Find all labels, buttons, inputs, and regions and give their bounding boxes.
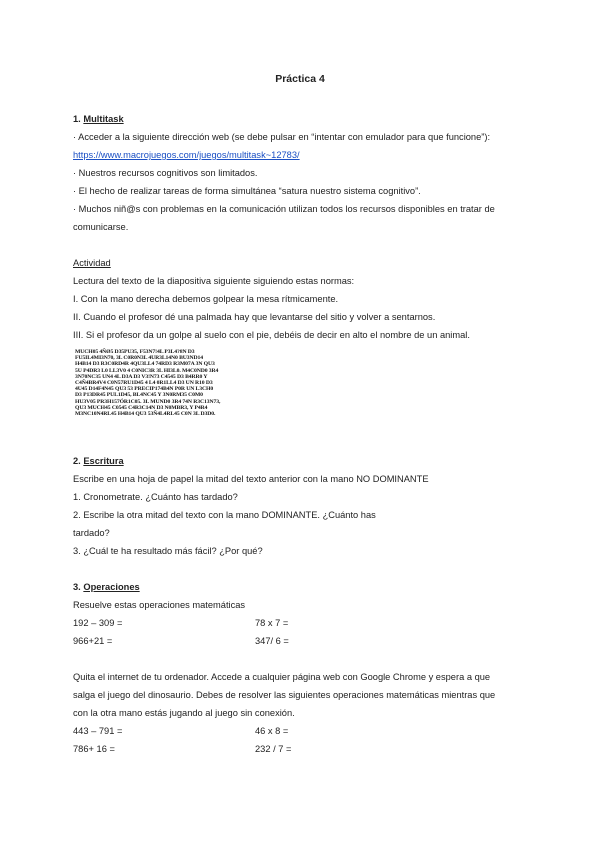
- text-line: II. Cuando el profesor dé una palmada hay que levantarse del sitio y volver a sentarnos.: [73, 312, 436, 322]
- text-line: con la otra mano estás jugando al juego sin conexión.: [73, 708, 295, 718]
- section-title: Multitask: [83, 114, 124, 124]
- cipher-text-block: [75, 349, 220, 417]
- cipher-line: QU3 MUCH45 C0545 C4R3C14N D3 N0MBR3, Y P4R4: [75, 404, 208, 411]
- operation: 46 x 8 =: [255, 726, 289, 736]
- cipher-line: MUCH05 4ÑØ5 D35PU35, F53N7!4L P3L4?8N D3: [75, 349, 195, 355]
- multitask-game-link[interactable]: https://www.macrojuegos.com/juegos/multitask~12783/: [73, 150, 300, 160]
- section-number: 1.: [73, 114, 84, 124]
- operation: 966+21 =: [73, 636, 113, 646]
- cipher-line: 3N70NC35 UN4 4L D3A D3 V3!N73 C4545 D3 B4RR0 Y: [75, 373, 208, 380]
- section-operaciones-heading: [73, 581, 140, 593]
- section-title: Operaciones: [83, 582, 140, 592]
- section-number: 2.: [73, 456, 84, 466]
- operation: 232 / 7 =: [255, 744, 292, 754]
- text-line: · Muchos niñ@s con problemas en la comunicación utilizan todos los recursos disponibles en tratar de: [73, 204, 495, 214]
- cipher-line: C4Ñ4BR4V4 C0N57RU1D45 4 L4 0R1LL4 D3 UN R10 D3: [75, 379, 213, 386]
- text-line: III. Si el profesor da un golpe al suelo con el pie, debéis de decir en alto el nombre de un animal.: [73, 330, 470, 340]
- section-multitask-heading: [73, 113, 124, 125]
- text-line: I. Con la mano derecha debemos golpear la mesa rítmicamente.: [73, 294, 339, 304]
- text-line: · El hecho de realizar tareas de forma simultánea “satura nuestro sistema cognitivo”.: [73, 186, 421, 196]
- operation: 443 – 791 =: [73, 726, 123, 736]
- operation: 78 x 7 =: [255, 618, 289, 628]
- cipher-line: HU3V05 PR3H157ÓR1C05. 3L MUND0 3R4 74N R3C13N73,: [75, 398, 221, 405]
- actividad-heading: Actividad: [73, 258, 111, 268]
- text-line: · Acceder a la siguiente dirección web (se debe pulsar en “intentar con emulador para que funcione”):: [73, 132, 491, 142]
- text-line: 2. Escribe la otra mitad del texto con la mano DOMINANTE. ¿Cuánto has: [73, 510, 376, 520]
- text-line: Quita el internet de tu ordenador. Accede a cualquier página web con Google Chrome y espera a que: [73, 672, 491, 682]
- text-line: Resuelve estas operaciones matemáticas: [73, 600, 246, 610]
- operation: 786+ 16 =: [73, 744, 115, 754]
- text-line: salga el juego del dinosaurio. Debes de resolver las siguientes operaciones matemáticas mientras que: [73, 690, 496, 700]
- cipher-line: 5U P4DR3 L0 LL3V0 4 C0NIC3R 3L HI3L0. M4C0ND0 3R4: [75, 367, 219, 374]
- text-line: comunicarse.: [73, 222, 129, 232]
- cipher-line: 4U45 D14F4N45 QU3 53 PRECIP174B4N P0R UN L3CH0: [75, 386, 214, 393]
- section-number: 3.: [73, 582, 84, 592]
- section-escritura-heading: [73, 455, 124, 467]
- cipher-line: D3 P13DR45 PUL1D45, BL4NC45 Y 3N0RM35 C0M0: [75, 392, 203, 399]
- text-line: tardado?: [73, 528, 110, 538]
- cipher-line: M3NC10N4RL45 H4B14 QU3 53Ñ4L4RL45 C0N 3L D3D0.: [75, 410, 216, 417]
- text-line: Escribe en una hoja de papel la mitad del texto anterior con la mano NO DOMINANTE: [73, 474, 429, 484]
- text-line: Lectura del texto de la diapositiva siguiente siguiendo estas normas:: [73, 276, 355, 286]
- operation: 347/ 6 =: [255, 636, 289, 646]
- text-line: 1. Cronometrate. ¿Cuánto has tardado?: [73, 492, 238, 502]
- text-line: · Nuestros recursos cognitivos son limitados.: [73, 168, 258, 178]
- cipher-line: H4B14 D3 R3C0RD4R 4QU3LL4 74RD3 R3M07A 3N QU3: [75, 361, 215, 368]
- operation: 192 – 309 =: [73, 618, 123, 628]
- text-line: 3. ¿Cuál te ha resultado más fácil? ¿Por qué?: [73, 546, 263, 556]
- page-title: Práctica 4: [275, 73, 325, 85]
- section-title: Escritura: [83, 456, 124, 466]
- cipher-line: FU5IL4MI3N70, 3L C0R0N3L 4UR3L14N0 BU3ND14: [75, 355, 204, 362]
